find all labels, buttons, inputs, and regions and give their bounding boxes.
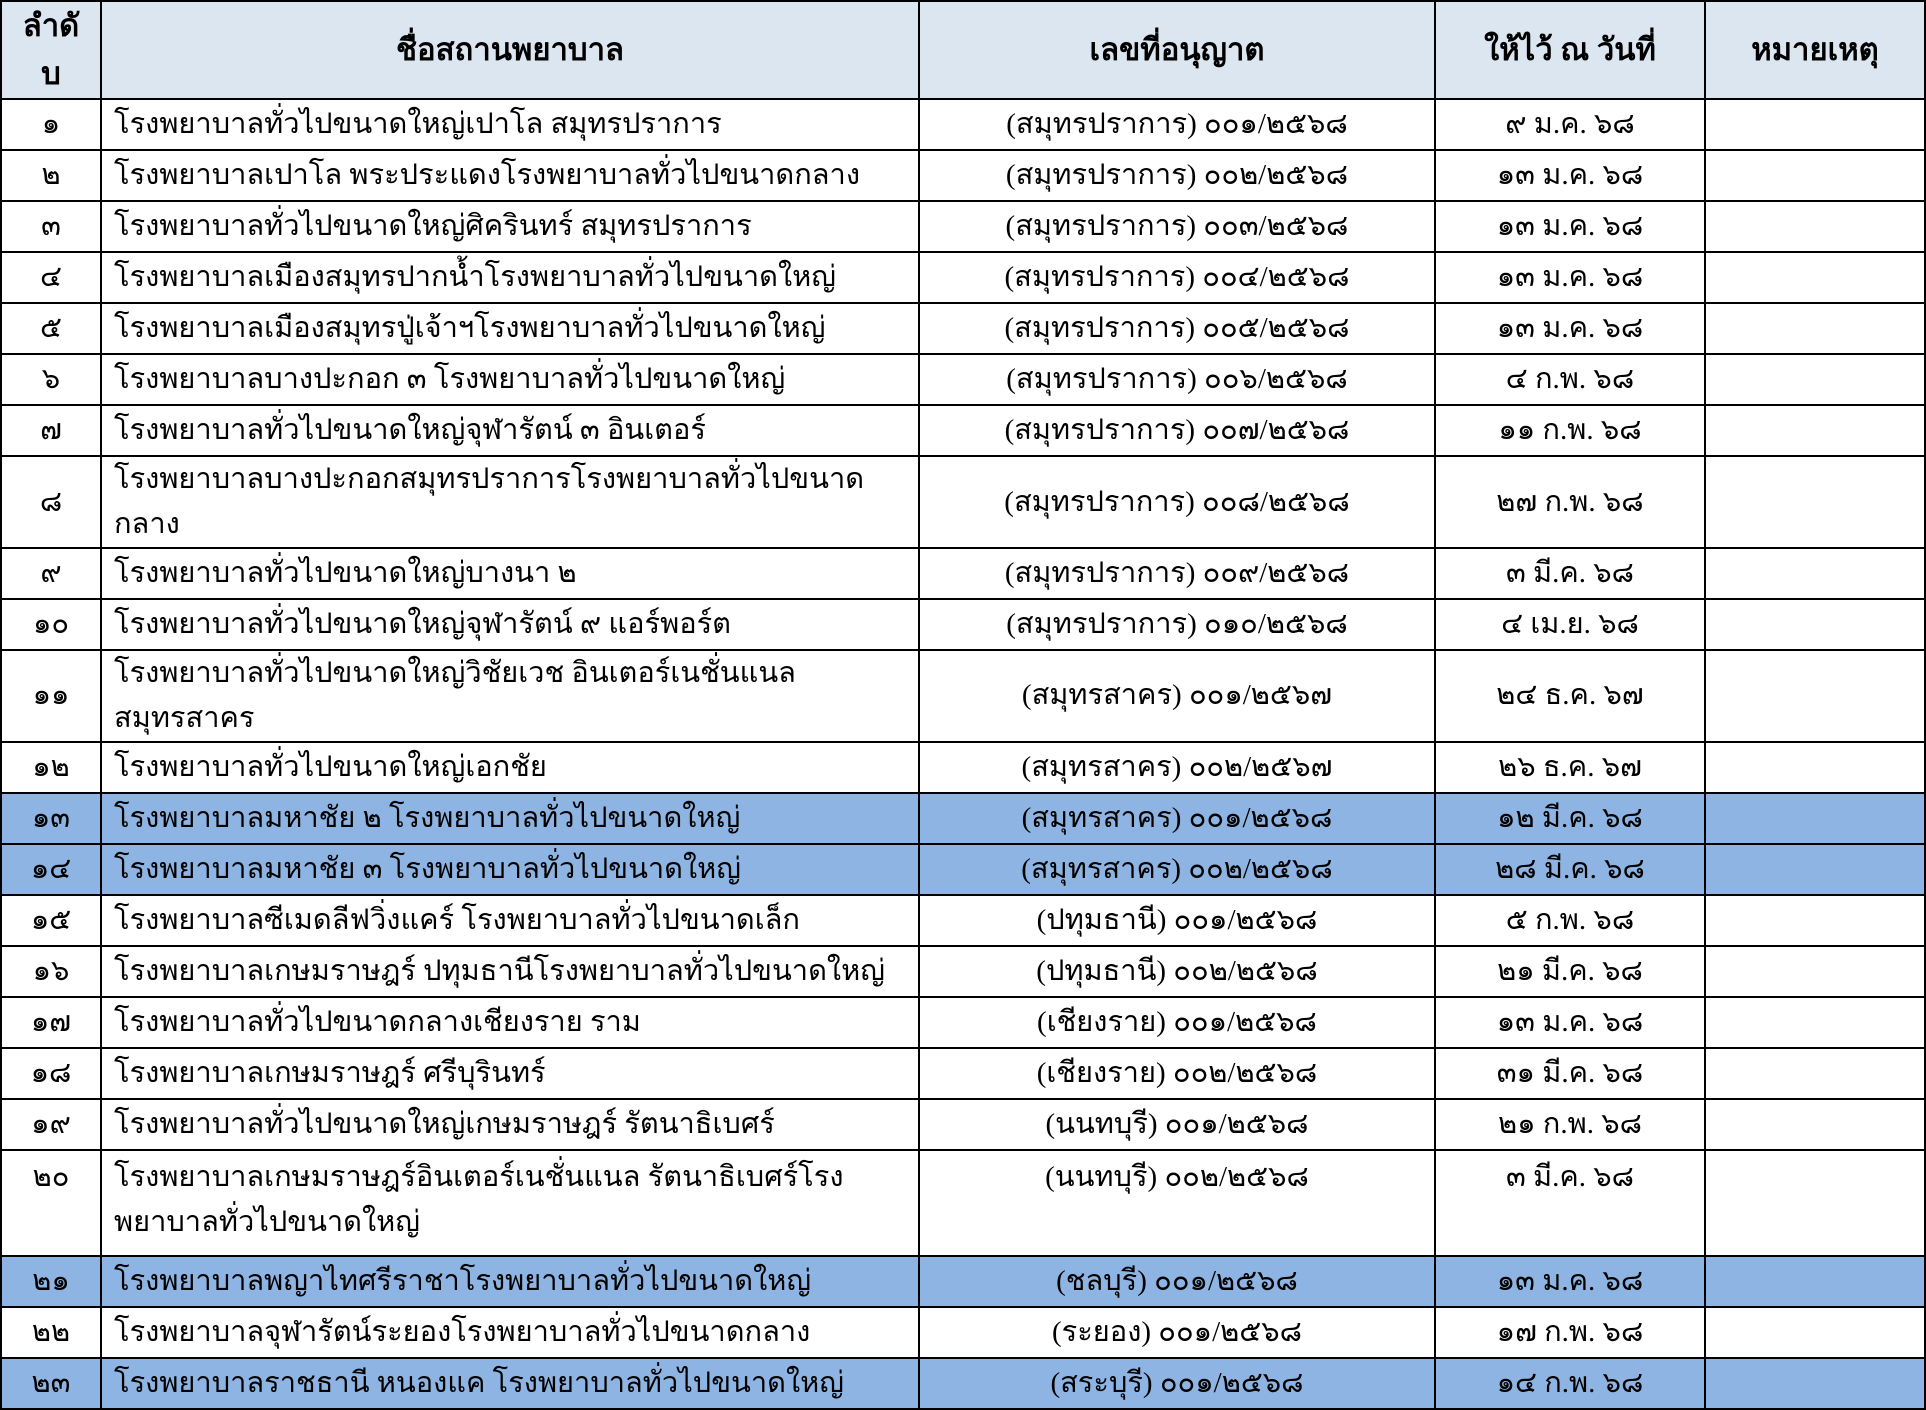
table-header	[1, 1, 1925, 99]
table-row	[1, 1307, 1925, 1358]
table-row	[1, 1256, 1925, 1307]
facility-name-cell: โรงพยาบาลเกษมราษฎร์ ศรีบุรินทร์	[101, 1048, 919, 1099]
issue-date-cell: ๕ ก.พ. ๖๘	[1435, 895, 1705, 946]
facility-name-cell: โรงพยาบาลทั่วไปขนาดใหญ่เอกชัย	[101, 742, 919, 793]
issue-date-cell: ๓๑ มี.ค. ๖๘	[1435, 1048, 1705, 1099]
remark-cell	[1705, 1150, 1925, 1256]
header-row-number: ลำดับ	[1, 1, 101, 99]
table-row	[1, 946, 1925, 997]
facility-name-cell: โรงพยาบาลเมืองสมุทรปากน้ำโรงพยาบาลทั่วไปขนาดใหญ่	[101, 252, 919, 303]
table-row	[1, 99, 1925, 150]
row-number-cell: ๓	[1, 201, 101, 252]
issue-date-cell: ๑๒ มี.ค. ๖๘	[1435, 793, 1705, 844]
row-number-cell: ๑๔	[1, 844, 101, 895]
table-row	[1, 1358, 1925, 1409]
permit-number-cell: (สมุทรสาคร) ๐๐๑/๒๕๖๘	[919, 793, 1435, 844]
facility-name-cell: โรงพยาบาลเปาโล พระประแดงโรงพยาบาลทั่วไปขนาดกลาง	[101, 150, 919, 201]
remark-cell	[1705, 405, 1925, 456]
row-number-cell: ๕	[1, 303, 101, 354]
permit-number-cell: (สมุทรปราการ) ๐๐๒/๒๕๖๘	[919, 150, 1435, 201]
row-number-cell: ๑๑	[1, 650, 101, 742]
table-row	[1, 303, 1925, 354]
table-row	[1, 548, 1925, 599]
remark-cell	[1705, 1358, 1925, 1409]
facility-name-cell: โรงพยาบาลบางปะกอก ๓ โรงพยาบาลทั่วไปขนาดใหญ่	[101, 354, 919, 405]
header-facility-name: ชื่อสถานพยาบาล	[101, 1, 919, 99]
row-number-cell: ๒๒	[1, 1307, 101, 1358]
issue-date-cell: ๑๓ ม.ค. ๖๘	[1435, 150, 1705, 201]
row-number-cell: ๑๗	[1, 997, 101, 1048]
row-number-cell: ๑๐	[1, 599, 101, 650]
facility-name-cell: โรงพยาบาลเกษมราษฎร์ ปทุมธานีโรงพยาบาลทั่วไปขนาดใหญ่	[101, 946, 919, 997]
remark-cell	[1705, 997, 1925, 1048]
issue-date-cell: ๑๑ ก.พ. ๖๘	[1435, 405, 1705, 456]
issue-date-cell: ๔ เม.ย. ๖๘	[1435, 599, 1705, 650]
row-number-cell: ๗	[1, 405, 101, 456]
permit-number-cell: (ปทุมธานี) ๐๐๑/๒๕๖๘	[919, 895, 1435, 946]
permit-number-cell: (ระยอง) ๐๐๑/๒๕๖๘	[919, 1307, 1435, 1358]
row-number-cell: ๒๐	[1, 1150, 101, 1256]
table-row	[1, 997, 1925, 1048]
row-number-cell: ๑๙	[1, 1099, 101, 1150]
table-row	[1, 1099, 1925, 1150]
issue-date-cell: ๙ ม.ค. ๖๘	[1435, 99, 1705, 150]
issue-date-cell: ๑๓ ม.ค. ๖๘	[1435, 303, 1705, 354]
remark-cell	[1705, 742, 1925, 793]
facility-name-cell: โรงพยาบาลทั่วไปขนาดใหญ่วิชัยเวช อินเตอร์เนชั่นแนล สมุทรสาคร	[101, 650, 919, 742]
table-row	[1, 895, 1925, 946]
header-row	[1, 1, 1925, 99]
row-number-cell: ๑๒	[1, 742, 101, 793]
issue-date-cell: ๒๘ มี.ค. ๖๘	[1435, 844, 1705, 895]
permit-number-cell: (สมุทรปราการ) ๐๐๗/๒๕๖๘	[919, 405, 1435, 456]
facility-name-cell: โรงพยาบาลทั่วไปขนาดใหญ่จุฬารัตน์ ๙ แอร์พอร์ต	[101, 599, 919, 650]
facility-name-cell: โรงพยาบาลทั่วไปขนาดใหญ่บางนา ๒	[101, 548, 919, 599]
issue-date-cell: ๑๔ ก.พ. ๖๘	[1435, 1358, 1705, 1409]
remark-cell	[1705, 1099, 1925, 1150]
permit-number-cell: (สมุทรปราการ) ๐๐๘/๒๕๖๘	[919, 456, 1435, 548]
permit-number-cell: (สมุทรปราการ) ๐๐๑/๒๕๖๘	[919, 99, 1435, 150]
permit-number-cell: (ชลบุรี) ๐๐๑/๒๕๖๘	[919, 1256, 1435, 1307]
table-row	[1, 650, 1925, 742]
facility-name-cell: โรงพยาบาลบางปะกอกสมุทรปราการโรงพยาบาลทั่วไปขนาดกลาง	[101, 456, 919, 548]
issue-date-cell: ๒๖ ธ.ค. ๖๗	[1435, 742, 1705, 793]
table-row	[1, 354, 1925, 405]
issue-date-cell: ๒๑ มี.ค. ๖๘	[1435, 946, 1705, 997]
permit-number-cell: (นนทบุรี) ๐๐๑/๒๕๖๘	[919, 1099, 1435, 1150]
row-number-cell: ๙	[1, 548, 101, 599]
row-number-cell: ๒๓	[1, 1358, 101, 1409]
permit-number-cell: (ปทุมธานี) ๐๐๒/๒๕๖๘	[919, 946, 1435, 997]
table-row	[1, 1150, 1925, 1256]
permit-number-cell: (สมุทรปราการ) ๐๑๐/๒๕๖๘	[919, 599, 1435, 650]
remark-cell	[1705, 946, 1925, 997]
table-row	[1, 844, 1925, 895]
row-number-cell: ๒๑	[1, 1256, 101, 1307]
remark-cell	[1705, 650, 1925, 742]
facility-name-cell: โรงพยาบาลพญาไทศรีราชาโรงพยาบาลทั่วไปขนาดใหญ่	[101, 1256, 919, 1307]
row-number-cell: ๒	[1, 150, 101, 201]
facility-name-cell: โรงพยาบาลราชธานี หนองแค โรงพยาบาลทั่วไปขนาดใหญ่	[101, 1358, 919, 1409]
table-row	[1, 742, 1925, 793]
remark-cell	[1705, 793, 1925, 844]
permit-number-cell: (สมุทรปราการ) ๐๐๓/๒๕๖๘	[919, 201, 1435, 252]
table-row	[1, 456, 1925, 548]
facility-name-cell: โรงพยาบาลซีเมดลีฟวิ่งแคร์ โรงพยาบาลทั่วไปขนาดเล็ก	[101, 895, 919, 946]
issue-date-cell: ๑๓ ม.ค. ๖๘	[1435, 997, 1705, 1048]
remark-cell	[1705, 844, 1925, 895]
table-row	[1, 150, 1925, 201]
remark-cell	[1705, 599, 1925, 650]
permit-number-cell: (สมุทรสาคร) ๐๐๑/๒๕๖๗	[919, 650, 1435, 742]
facility-name-cell: โรงพยาบาลทั่วไปขนาดใหญ่เปาโล สมุทรปราการ	[101, 99, 919, 150]
facility-name-cell: โรงพยาบาลเมืองสมุทรปู่เจ้าฯโรงพยาบาลทั่วไปขนาดใหญ่	[101, 303, 919, 354]
remark-cell	[1705, 252, 1925, 303]
remark-cell	[1705, 150, 1925, 201]
facility-name-cell: โรงพยาบาลทั่วไปขนาดใหญ่ศิครินทร์ สมุทรปราการ	[101, 201, 919, 252]
row-number-cell: ๑๓	[1, 793, 101, 844]
permit-number-cell: (สมุทรสาคร) ๐๐๒/๒๕๖๗	[919, 742, 1435, 793]
row-number-cell: ๔	[1, 252, 101, 303]
permit-number-cell: (เชียงราย) ๐๐๑/๒๕๖๘	[919, 997, 1435, 1048]
table-body	[1, 99, 1925, 1409]
table-row	[1, 599, 1925, 650]
issue-date-cell: ๑๗ ก.พ. ๖๘	[1435, 1307, 1705, 1358]
row-number-cell: ๑๕	[1, 895, 101, 946]
facility-name-cell: โรงพยาบาลมหาชัย ๓ โรงพยาบาลทั่วไปขนาดใหญ่	[101, 844, 919, 895]
issue-date-cell: ๓ มี.ค. ๖๘	[1435, 1150, 1705, 1256]
facility-name-cell: โรงพยาบาลจุฬารัตน์ระยองโรงพยาบาลทั่วไปขนาดกลาง	[101, 1307, 919, 1358]
issue-date-cell: ๑๓ ม.ค. ๖๘	[1435, 1256, 1705, 1307]
issue-date-cell: ๓ มี.ค. ๖๘	[1435, 548, 1705, 599]
remark-cell	[1705, 1256, 1925, 1307]
permit-number-cell: (สมุทรสาคร) ๐๐๒/๒๕๖๘	[919, 844, 1435, 895]
permit-number-cell: (สมุทรปราการ) ๐๐๕/๒๕๖๘	[919, 303, 1435, 354]
remark-cell	[1705, 99, 1925, 150]
issue-date-cell: ๑๓ ม.ค. ๖๘	[1435, 201, 1705, 252]
header-issue-date: ให้ไว้ ณ วันที่	[1435, 1, 1705, 99]
header-remark: หมายเหตุ	[1705, 1, 1925, 99]
table-row	[1, 201, 1925, 252]
issue-date-cell: ๔ ก.พ. ๖๘	[1435, 354, 1705, 405]
issue-date-cell: ๒๔ ธ.ค. ๖๗	[1435, 650, 1705, 742]
remark-cell	[1705, 303, 1925, 354]
table-row	[1, 1048, 1925, 1099]
remark-cell	[1705, 456, 1925, 548]
permit-number-cell: (สมุทรปราการ) ๐๐๔/๒๕๖๘	[919, 252, 1435, 303]
facility-name-cell: โรงพยาบาลทั่วไปขนาดกลางเชียงราย ราม	[101, 997, 919, 1048]
permit-number-cell: (เชียงราย) ๐๐๒/๒๕๖๘	[919, 1048, 1435, 1099]
row-number-cell: ๑๘	[1, 1048, 101, 1099]
permit-number-cell: (สระบุรี) ๐๐๑/๒๕๖๘	[919, 1358, 1435, 1409]
remark-cell	[1705, 895, 1925, 946]
remark-cell	[1705, 1048, 1925, 1099]
facility-name-cell: โรงพยาบาลทั่วไปขนาดใหญ่เกษมราษฎร์ รัตนาธิเบศร์	[101, 1099, 919, 1150]
row-number-cell: ๖	[1, 354, 101, 405]
issue-date-cell: ๒๗ ก.พ. ๖๘	[1435, 456, 1705, 548]
facility-name-cell: โรงพยาบาลมหาชัย ๒ โรงพยาบาลทั่วไปขนาดใหญ่	[101, 793, 919, 844]
remark-cell	[1705, 548, 1925, 599]
facility-name-cell: โรงพยาบาลทั่วไปขนาดใหญ่จุฬารัตน์ ๓ อินเตอร์	[101, 405, 919, 456]
issue-date-cell: ๑๓ ม.ค. ๖๘	[1435, 252, 1705, 303]
table-row	[1, 252, 1925, 303]
row-number-cell: ๑	[1, 99, 101, 150]
permit-number-cell: (นนทบุรี) ๐๐๒/๒๕๖๘	[919, 1150, 1435, 1256]
facility-name-cell: โรงพยาบาลเกษมราษฎร์อินเตอร์เนชั่นแนล รัตนาธิเบศร์โรงพยาบาลทั่วไปขนาดใหญ่	[101, 1150, 919, 1256]
permit-number-cell: (สมุทรปราการ) ๐๐๖/๒๕๖๘	[919, 354, 1435, 405]
remark-cell	[1705, 201, 1925, 252]
permit-number-cell: (สมุทรปราการ) ๐๐๙/๒๕๖๘	[919, 548, 1435, 599]
remark-cell	[1705, 1307, 1925, 1358]
row-number-cell: ๘	[1, 456, 101, 548]
table-row	[1, 405, 1925, 456]
header-permit-number: เลขที่อนุญาต	[919, 1, 1435, 99]
row-number-cell: ๑๖	[1, 946, 101, 997]
issue-date-cell: ๒๑ ก.พ. ๖๘	[1435, 1099, 1705, 1150]
table-row	[1, 793, 1925, 844]
remark-cell	[1705, 354, 1925, 405]
